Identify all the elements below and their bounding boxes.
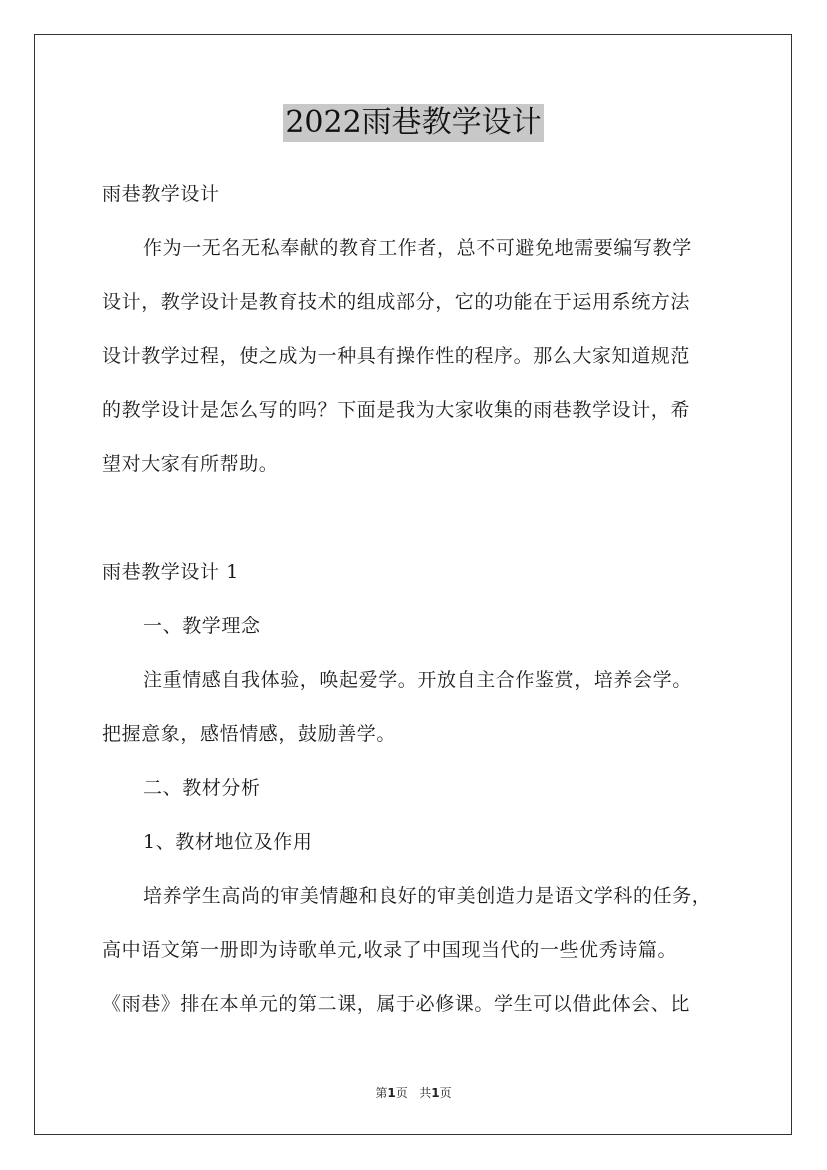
page-footer	[0, 1085, 827, 1101]
intro-line: 设计，教学设计是教育技术的组成部分，它的功能在于运用系统方法	[102, 291, 691, 313]
concept-heading: 一、教学理念	[143, 615, 261, 637]
footer-page-total: 1	[431, 1086, 440, 1100]
footer-total-suffix: 页	[439, 1086, 452, 1100]
section-heading: 雨巷教学设计 1	[102, 561, 239, 583]
concept-line: 把握意象，感悟情感，鼓励善学。	[102, 723, 397, 745]
analysis-heading: 二、教材分析	[143, 777, 261, 799]
title-container	[0, 104, 827, 142]
document-title: 2022雨巷教学设计	[285, 105, 542, 140]
position-heading: 1、教材地位及作用	[143, 831, 313, 853]
footer-page-current: 1	[387, 1086, 396, 1100]
position-line: 培养学生高尚的审美情趣和良好的审美创造力是语文学科的任务，	[143, 885, 712, 907]
intro-line: 望对大家有所帮助。	[102, 453, 279, 475]
intro-heading: 雨巷教学设计	[102, 183, 220, 205]
intro-line: 的教学设计是怎么写的吗？下面是我为大家收集的雨巷教学设计，希	[102, 399, 691, 421]
intro-line: 设计教学过程，使之成为一种具有操作性的程序。那么大家知道规范	[102, 345, 691, 367]
footer-total-prefix: 共	[419, 1086, 432, 1100]
footer-page-prefix: 第	[375, 1086, 388, 1100]
position-line: 高中语文第一册即为诗歌单元,收录了中国现当代的一些优秀诗篇。	[102, 939, 678, 961]
footer-page-suffix: 页	[395, 1086, 408, 1100]
position-line: 《雨巷》排在本单元的第二课，属于必修课。学生可以借此体会、比	[102, 993, 691, 1015]
concept-line: 注重情感自我体验，唤起爱学。开放自主合作鉴赏，培养会学。	[143, 669, 692, 691]
intro-line: 作为一无名无私奉献的教育工作者，总不可避免地需要编写教学	[143, 237, 692, 259]
